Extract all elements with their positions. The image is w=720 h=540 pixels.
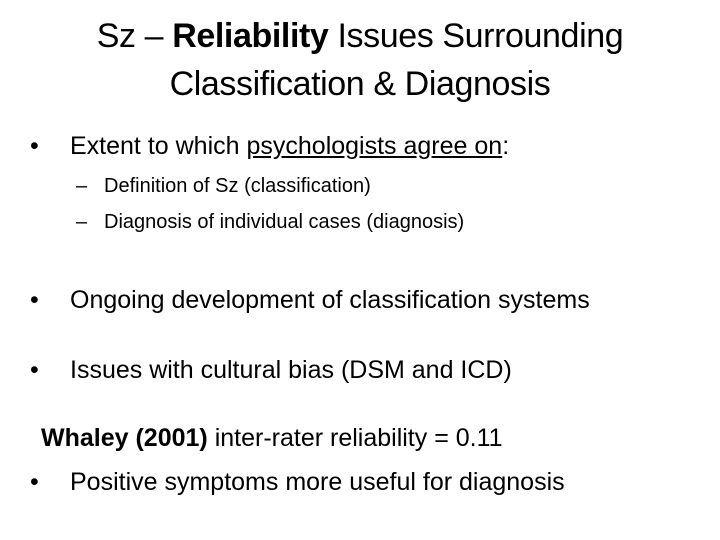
sub-item-diagnosis (76, 208, 464, 236)
title-bold-word: Reliability (172, 17, 329, 55)
title-line-1 (40, 12, 680, 60)
bullet-classification-systems (30, 284, 590, 316)
bullet-marker: • (30, 132, 39, 160)
sub-item-definition (76, 172, 371, 200)
bullet-text-prefix: Extent to which (70, 132, 247, 160)
study-citation: Whaley (2001) (41, 424, 208, 452)
bullet-marker: • (30, 468, 39, 496)
bullet-marker: • (30, 356, 39, 384)
bullet-text: Ongoing development of classification systems (70, 286, 590, 314)
slide-title (40, 12, 680, 108)
study-finding: inter-rater reliability = 0.11 (207, 424, 503, 452)
title-prefix: Sz – (96, 17, 173, 55)
sub-item-text: Diagnosis of individual cases (diagnosis) (104, 211, 465, 233)
dash-marker: – (76, 211, 88, 233)
bullet-cultural-bias (30, 354, 512, 386)
bullet-marker: • (30, 286, 39, 314)
study-point-text: Positive symptoms more useful for diagnosis (70, 468, 565, 496)
bullet-agreement (30, 130, 509, 162)
dash-marker: – (76, 175, 88, 197)
bullet-underlined-text: psychologists agree on (246, 132, 503, 160)
study-point (30, 466, 565, 498)
bullet-text: Issues with cultural bias (DSM and ICD) (70, 356, 512, 384)
title-suffix: Issues Surrounding (328, 17, 624, 55)
title-line-2: Classification & Diagnosis (169, 65, 551, 103)
sub-item-text: Definition of Sz (classification) (104, 175, 371, 197)
study-heading (41, 422, 503, 454)
bullet-text-suffix: : (502, 132, 510, 160)
